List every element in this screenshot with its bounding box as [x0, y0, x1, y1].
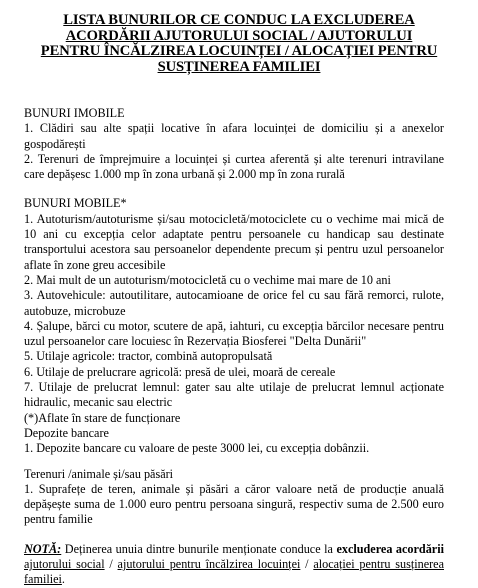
list-item: 6. Utilaje de prelucrare agricolă: presă de ulei, moară de cereale [24, 364, 336, 379]
list-item: 5. Utilaje agricole: tractor, combină autopropulsată [24, 349, 273, 364]
section-terenuri-animale [24, 467, 444, 528]
document-body [24, 106, 444, 588]
nota-label: NOTĂ: [24, 541, 62, 556]
list-item: 1. Suprafețe de teren, animale și păsări a căror valoare netă de producție anuală depășește suma de 1.000 euro pentru persoana singură, respectiv suma de 2.500 euro pentru familie [24, 481, 444, 527]
section-bunuri-mobile [24, 196, 444, 425]
section-heading-imobile: BUNURI IMOBILE [24, 106, 125, 120]
spacer [24, 182, 444, 196]
nota-link-ajutor-incalzire: ajutorului pentru încălzirea locuinței [117, 557, 301, 572]
document-title: LISTA BUNURILOR CE CONDUC LA EXCLUDEREA ACORDĂRII AJUTORULUI SOCIAL / AJUTORULUI PENTRU ÎNCĂLZIREA LOCUINȚEI / ALOCAȚIEI PENTRU SUSȚINEREA FAMILIEI [40, 12, 438, 75]
section-heading-terenuri: Terenuri /animale și/sau păsări [24, 466, 174, 481]
list-item: 1. Depozite bancare cu valoare de peste 3000 lei, cu excepția dobânzii. [24, 441, 370, 456]
list-item: 1. Clădiri sau alte spații locative în afara locuinței de domiciliu și a anexelor gospodărești [24, 121, 444, 151]
nota-end: . [61, 572, 65, 587]
nota-separator: / [300, 557, 314, 572]
list-item: 1. Autoturism/autoturisme și/sau motocicletă/motociclete cu o vechime mai mică de 10 ani cu excepția celor adaptate pentru persoanele cu handicap sau destinate transportului acestora sau persoanelor dependente precum și pentru uzul persoanelor aflate în zone greu accesibile [24, 211, 444, 272]
nota-link-ajutor-social: ajutorului social [24, 557, 105, 572]
list-item: 2. Mai mult de un autoturism/motocicletă cu o vechime mai mare de 10 ani [24, 272, 391, 287]
section-heading-depozite: Depozite bancare [24, 425, 109, 440]
nota-separator: / [104, 557, 118, 572]
nota-bold-text: excluderea acordării [336, 541, 444, 556]
list-item: 4. Șalupe, bărci cu motor, scutere de apă, iahturi, cu excepția bărcilor necesare pentru uzul persoanelor care locuiesc în Rezervația Biosferei "Delta Dunării" [24, 318, 444, 349]
list-item: 3. Autovehicule: autoutilitare, autocamioane de orice fel cu sau fără remorci, rulote, autobuze, microbuze [24, 288, 444, 318]
nota-text: Deținerea unuia dintre bunurile menționate conduce la [61, 541, 337, 556]
section-heading-mobile: BUNURI MOBILE* [24, 196, 127, 211]
nota-paragraph [24, 542, 444, 588]
list-item: 7. Utilaje de prelucrat lemnul: gater sau alte utilaje de prelucrat lemnul acționate hidraulic, mecanic sau electric [24, 380, 444, 410]
spacer [24, 457, 444, 467]
list-item: 2. Terenuri de împrejmuire a locuinței și curtea aferentă și alte terenuri intravilane care depășesc 1.000 mp în zona urbană și 2.000 mp în zona rurală [24, 151, 444, 182]
nota-link-alocatie: alocației pentru susținerea familiei [24, 557, 444, 587]
section-bunuri-imobile [24, 106, 444, 182]
section-depozite-bancare [24, 426, 444, 457]
spacer [24, 528, 444, 542]
footnote: (*)Aflate în stare de funcționare [24, 410, 181, 425]
